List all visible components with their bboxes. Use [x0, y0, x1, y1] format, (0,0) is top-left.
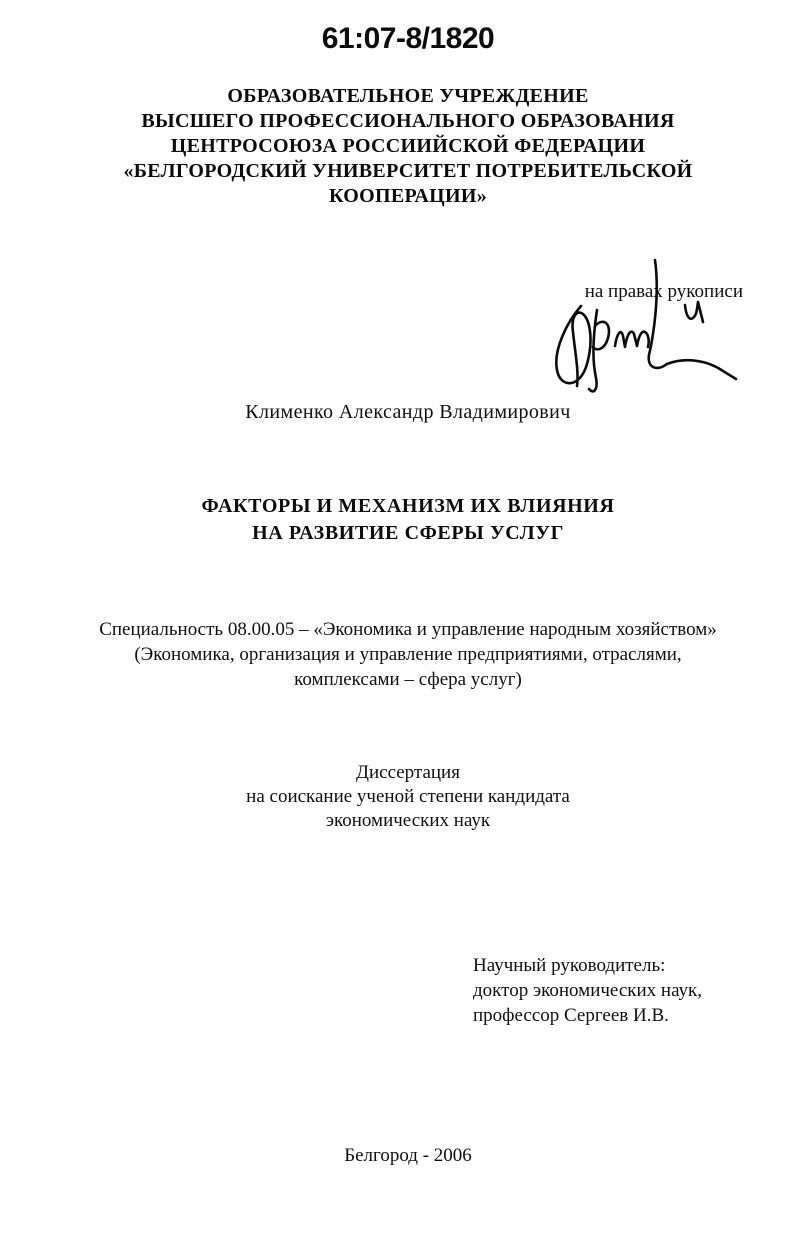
handwritten-signature-icon [535, 248, 750, 398]
title-line-2: НА РАЗВИТИЕ СФЕРЫ УСЛУГ [252, 522, 564, 544]
supervisor-line-1: Научный руководитель: [473, 955, 666, 976]
institution-line-2: ВЫСШЕГО ПРОФЕССИОНАЛЬНОГО ОБРАЗОВАНИЯ [141, 110, 675, 132]
institution-line-4: «БЕЛГОРОДСКИЙ УНИВЕРСИТЕТ ПОТРЕБИТЕЛЬСКОЙ [123, 160, 693, 182]
institution-line-1: ОБРАЗОВАТЕЛЬНОЕ УЧРЕЖДЕНИЕ [227, 85, 589, 107]
thesis-type-line-3: экономических наук [325, 810, 491, 831]
city-year: Белгород - 2006 [344, 1145, 472, 1166]
institution-line-3: ЦЕНТРОСОЮЗА РОССИИЙСКОЙ ФЕДЕРАЦИИ [170, 135, 646, 157]
title-line-1: ФАКТОРЫ И МЕХАНИЗМ ИХ ВЛИЯНИЯ [201, 495, 615, 517]
thesis-type-block [16, 761, 800, 833]
manuscript-rights-note: на правах рукописи [584, 281, 743, 302]
thesis-type-line-1: Диссертация [356, 762, 460, 783]
supervisor-line-2: доктор экономических наук, [473, 980, 703, 1001]
supervisor-line-3: профессор Сергеев И.В. [473, 1005, 669, 1026]
institution-name [16, 84, 800, 209]
author-name: Клименко Александр Владимирович [245, 401, 571, 423]
institution-line-5: КООПЕРАЦИИ» [328, 185, 488, 207]
thesis-type-line-2: на соискание ученой степени кандидата [246, 786, 570, 807]
specialty-line-1: Специальность 08.00.05 – «Экономика и управление народным хозяйством» [99, 619, 717, 640]
catalog-code-stamp: 61:07-8/1820 [321, 22, 495, 55]
specialty-line-3: комплексами – сфера услуг) [294, 669, 522, 690]
supervisor-block [473, 953, 702, 1028]
specialty-block [16, 617, 800, 692]
dissertation-title [16, 493, 800, 547]
specialty-line-2: (Экономика, организация и управление предприятиями, отраслями, [134, 644, 682, 665]
